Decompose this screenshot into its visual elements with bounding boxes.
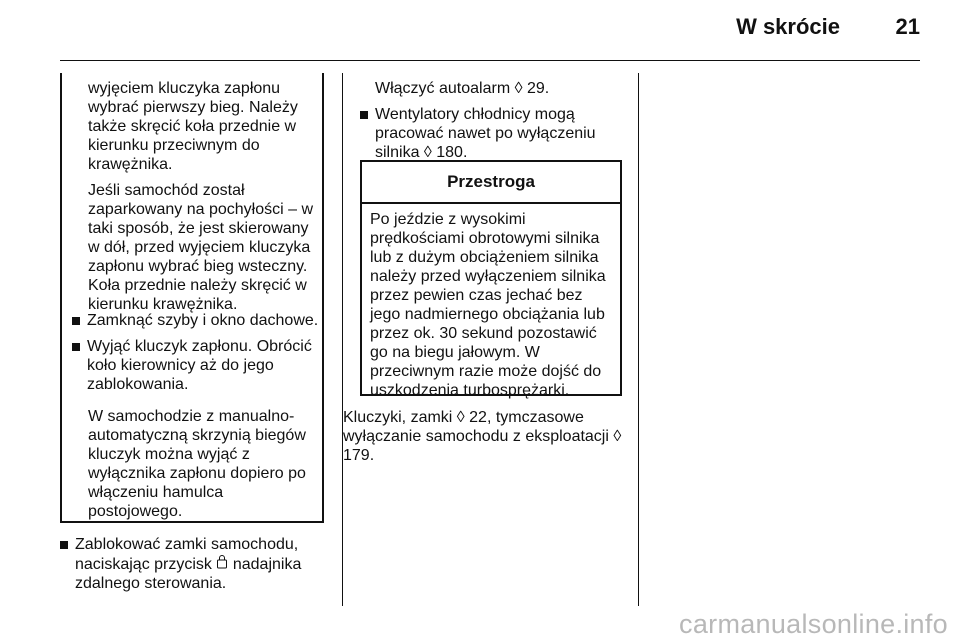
bullet-item: Wyjąć kluczyk zapłonu. Obrócić koło kierownicy aż do jego zablokowania. — [72, 337, 322, 394]
bullet-lock-section — [60, 535, 330, 593]
watermark: carmanualsonline.info — [679, 609, 948, 639]
page-title: W skrócie — [736, 14, 840, 39]
lock-icon — [216, 554, 228, 574]
index-entry — [343, 408, 628, 465]
bullet-text: Zablokować zamki samochodu, naciskając przycisk — [75, 536, 299, 573]
paragraph: W samochodzie z manualno-automatyczną skrzynią biegów kluczyk można wyjąć z wyłącznika zapłonu dopiero po włączeniu hamulca postojowego. — [88, 408, 306, 520]
header-divider — [60, 60, 920, 61]
bullet-item: Wentylatory chłodnicy mogą pracować nawet po wyłączeniu silnika ◊ 180. — [360, 105, 622, 162]
bullet-item: Zamknąć szyby i okno dachowe. — [72, 311, 322, 330]
column-divider-left — [342, 73, 343, 606]
page-number: 21 — [895, 14, 920, 39]
paragraph: wyjęciem kluczyka zapłonu wybrać pierwszy bieg. Należy także skręcić koła przednie w kierunku przeciwnym do krawężnika. — [88, 80, 298, 173]
column-divider-right — [638, 73, 639, 606]
bullet-text: nadajnika zdalnego sterowania. — [75, 556, 302, 592]
middle-top — [360, 79, 622, 162]
instruction-box — [60, 73, 324, 523]
caution-text: Po jeździe z wysokimi prędkościami obrotowymi silnika lub z dużym obciążeniem silnika należy przed wyłączeniem silnika przez pewien czas jechać bez jego nadmiernego obciążania lub przez ok. 30 sekund pozostawić go na biegu jałowym. W przeciwnym razie może dojść do uszkodzenia turbosprężarki. — [370, 211, 606, 399]
paragraph: Jeśli samochód został zaparkowany na pochyłości – w taki sposób, że jest skierowany w dół, przed wyjęciem kluczyka zapłonu wybrać bieg wsteczny. Koła przednie należy skręcić w kierunku krawężnika. — [88, 182, 314, 313]
paragraph: Włączyć autoalarm ◊ 29. — [375, 80, 550, 97]
caution-box — [360, 160, 622, 399]
index-text: Kluczyki, zamki ◊ 22, tymczasowe wyłączanie samochodu z eksploatacji ◊ 179. — [343, 409, 622, 464]
bullet-item — [60, 535, 330, 593]
caution-title: Przestroga — [362, 162, 620, 204]
